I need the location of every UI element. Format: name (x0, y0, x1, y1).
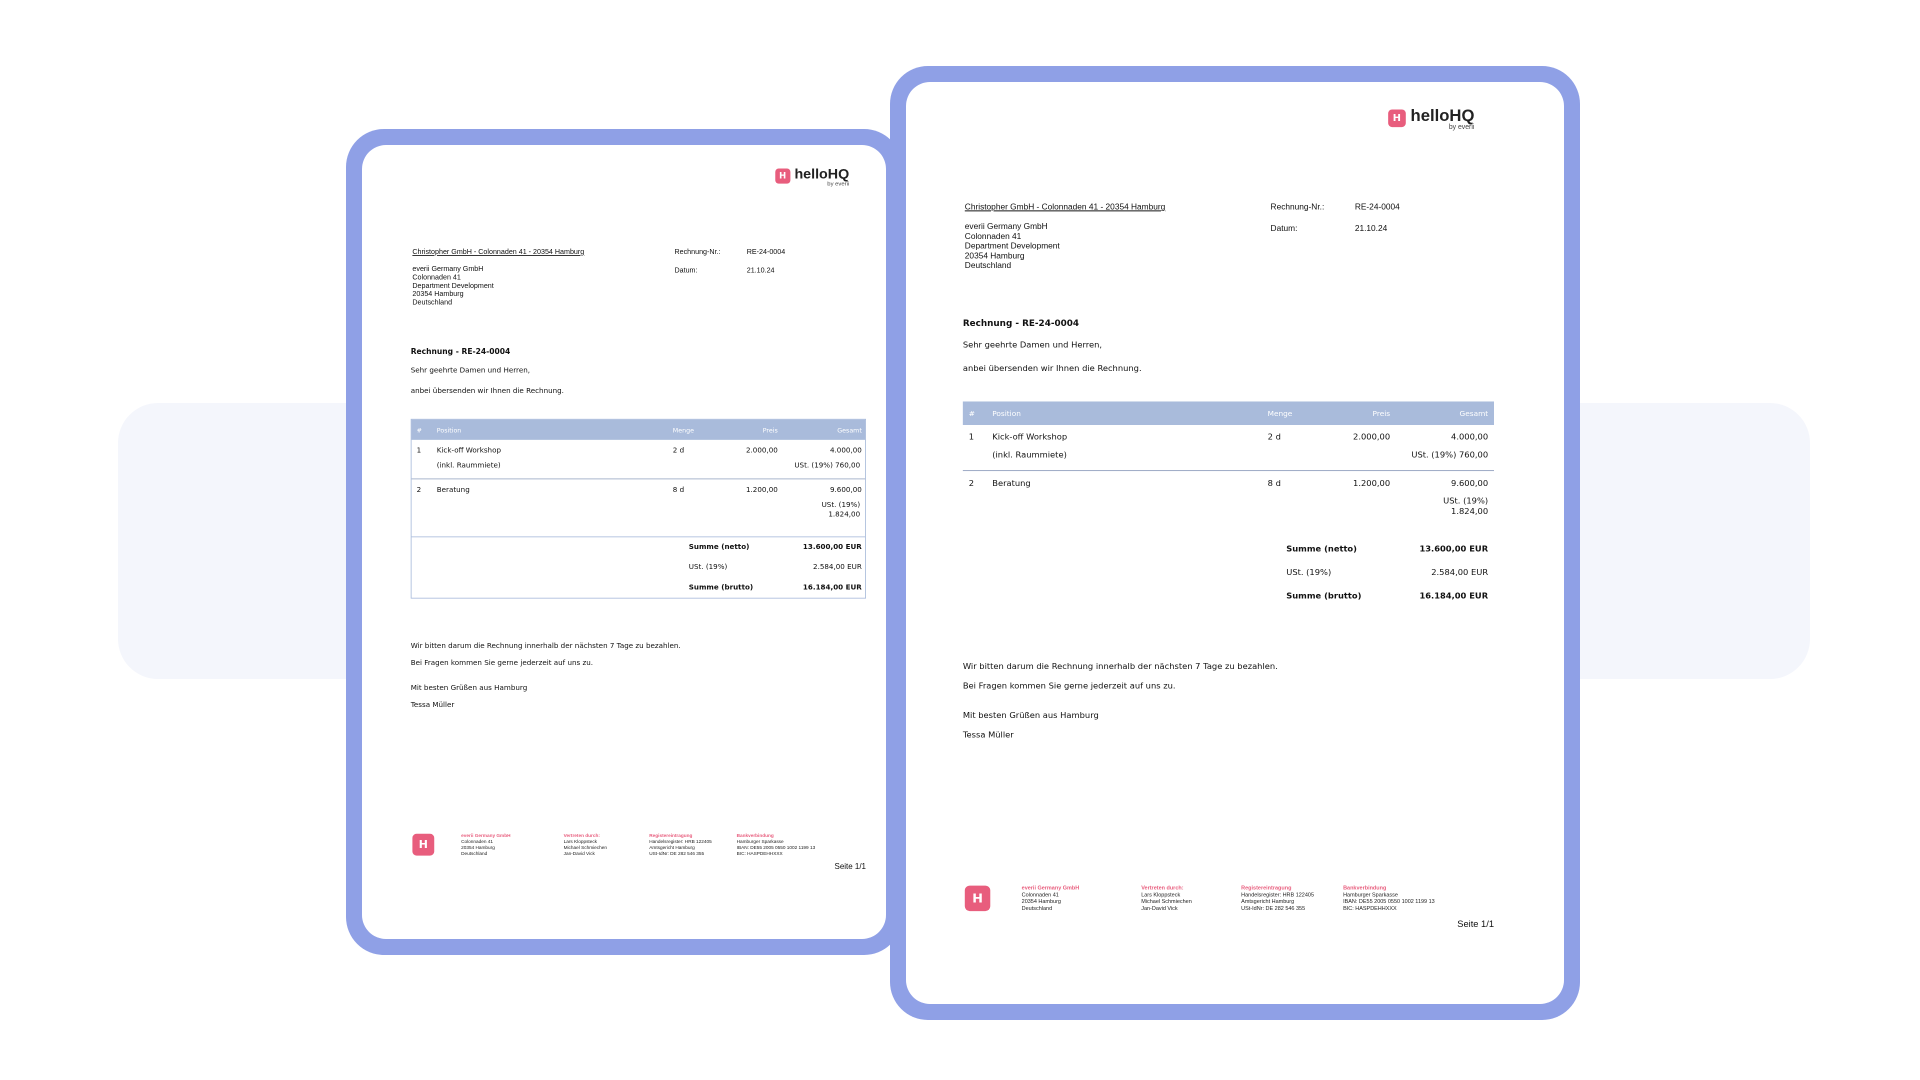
footer-line: 20354 Hamburg (461, 845, 495, 851)
invoice-number-value: RE-24-0004 (746, 247, 786, 256)
total-value: 13.600,00 EUR (1419, 544, 1489, 555)
column-header: Preis (1372, 408, 1391, 418)
hellohq-logo-icon: H (775, 169, 790, 184)
total-value: 13.600,00 EUR (802, 543, 862, 552)
total-row (963, 538, 1494, 562)
hellohq-footer-icon: H (412, 834, 434, 856)
invoice-page (362, 145, 886, 939)
footer-heading: Bankverbindung (736, 833, 774, 839)
footer-line: 20354 Hamburg (1021, 899, 1061, 906)
invoice-meta (1271, 202, 1400, 245)
row-quantity: 2 d (672, 446, 685, 455)
total-row (963, 561, 1494, 585)
table-row (412, 479, 866, 501)
invoice-number-label: Rechnung-Nr.: (1270, 201, 1325, 212)
row-total: 4.000,00 (1451, 432, 1489, 443)
row-price: 2.000,00 (745, 446, 778, 455)
row-position: Beratung (992, 478, 1031, 489)
row-quantity: 8 d (1267, 478, 1281, 489)
row-tax-value: 1.824,00 (1451, 507, 1489, 518)
footer-register (649, 834, 711, 858)
footer-line: Colonnaden 41 (461, 839, 494, 845)
row-tax-value: 1.824,00 (828, 510, 861, 519)
footer-heading: everii Germany GmbH (1021, 885, 1080, 892)
footer-line: Lars Kloppsteck (563, 839, 598, 845)
totals-block (412, 536, 866, 597)
row-tax (412, 501, 866, 528)
questions-text: Bei Fragen kommen Sie gerne jederzeit auf uns zu. (410, 659, 594, 668)
invoice-subject: Rechnung - RE-24-0004 (962, 319, 1080, 329)
invoice-date-label: Datum: (674, 265, 698, 275)
column-header: # (968, 408, 975, 418)
invoice-number-value: RE-24-0004 (1354, 201, 1400, 212)
total-label: Summe (netto) (688, 543, 750, 552)
page-number: Seite 1/1 (834, 862, 866, 872)
row-price: 1.200,00 (1353, 478, 1391, 489)
footer-represented (1141, 886, 1192, 913)
invoice-subject: Rechnung - RE-24-0004 (410, 348, 511, 357)
sender-address-line: Christopher GmbH - Colonnaden 41 - 20354 Hamburg (412, 247, 585, 256)
row-total: 9.600,00 (1451, 478, 1489, 489)
table-header (963, 401, 1494, 425)
row-number: 2 (968, 478, 975, 489)
footer-company (461, 834, 510, 858)
footer-line: Jan-David Vick (563, 851, 595, 857)
regards-text: Mit besten Grüßen aus Hamburg (962, 711, 1099, 721)
invoice-document (362, 145, 883, 884)
hellohq-logo (1388, 107, 1474, 131)
hellohq-footer-icon: H (965, 886, 990, 911)
row-price: 1.200,00 (745, 486, 778, 495)
row-note (412, 462, 866, 479)
footer-line: Hamburger Sparkasse (1343, 892, 1398, 899)
total-row (963, 585, 1494, 609)
total-value: 2.584,00 EUR (813, 563, 862, 572)
column-header: Menge (1267, 408, 1293, 418)
row-note-text: (inkl. Raummiete) (436, 461, 501, 471)
hellohq-logo-icon: H (1388, 109, 1406, 127)
invoice-page (906, 82, 1564, 1004)
footer-line: Jan-David Vick (1141, 906, 1178, 913)
footer-heading: everii Germany GmbH (461, 833, 511, 839)
total-label: Summe (brutto) (688, 583, 754, 592)
greeting: Sehr geehrte Damen und Herren, (410, 366, 531, 376)
column-header: Gesamt (837, 425, 862, 434)
footer-heading: Vertreten durch: (563, 833, 600, 839)
invoice-date-value: 21.10.24 (1354, 223, 1388, 233)
row-quantity: 8 d (672, 486, 685, 495)
total-value: 16.184,00 EUR (802, 583, 862, 592)
footer-line: IBAN: DE55 2005 0550 1002 1199 13 (736, 845, 816, 851)
signature-name: Tessa Müller (410, 701, 455, 710)
footer-line: BIC: HASPDEHHXXX (736, 851, 783, 857)
footer-heading: Registereintragung (649, 833, 693, 839)
intro-text: anbei übersenden wir Ihnen die Rechnung. (962, 364, 1142, 375)
footer-line: Amtsgericht Hamburg (649, 845, 695, 851)
footer-line: Deutschland (1021, 906, 1053, 913)
address-line: Colonnaden 41 (964, 230, 1022, 241)
row-number: 1 (968, 432, 975, 443)
logo-text: helloHQ (794, 166, 850, 182)
column-header: Menge (672, 425, 694, 434)
address-line: Colonnaden 41 (412, 272, 461, 282)
footer-bank (737, 834, 816, 858)
footer-line: Amtsgericht Hamburg (1241, 899, 1295, 906)
row-total: 4.000,00 (829, 446, 862, 455)
total-label: USt. (19%) (1286, 568, 1332, 578)
column-header: # (416, 425, 422, 434)
footer-line: Handelsregister: HRB 122405 (1241, 892, 1315, 899)
row-note (963, 450, 1494, 470)
row-number: 2 (416, 486, 422, 495)
greeting: Sehr geehrte Damen und Herren, (962, 340, 1103, 351)
hellohq-logo (775, 167, 849, 187)
payment-text: Wir bitten darum die Rechnung innerhalb der nächsten 7 Tage zu bezahlen. (410, 642, 681, 651)
footer-line: Hamburger Sparkasse (736, 839, 784, 845)
footer-line: Michael Schmiechen (1141, 899, 1192, 906)
row-quantity: 2 d (1267, 432, 1281, 443)
row-note-text: (inkl. Raummiete) (992, 450, 1067, 461)
row-price: 2.000,00 (1353, 432, 1391, 443)
footer-heading: Registereintragung (1241, 885, 1292, 892)
intro-text: anbei übersenden wir Ihnen die Rechnung. (410, 386, 564, 396)
invoice-number-label: Rechnung-Nr.: (674, 247, 721, 256)
footer-line: Lars Kloppsteck (1141, 892, 1181, 899)
total-value: 16.184,00 EUR (1419, 591, 1489, 602)
footer-line: BIC: HASPDEHHXXX (1343, 906, 1397, 913)
footer-line: IBAN: DE55 2005 0550 1002 1199 13 (1343, 899, 1435, 906)
signature-name: Tessa Müller (962, 730, 1014, 741)
total-row (412, 557, 866, 577)
sender-address-line: Christopher GmbH - Colonnaden 41 - 20354 Hamburg (964, 201, 1166, 212)
recipient-address (965, 221, 1060, 270)
footer-line: Handelsregister: HRB 122405 (649, 839, 712, 845)
footer-company (1022, 886, 1080, 913)
address-line: Department Development (412, 281, 494, 290)
logo-text: helloHQ (1410, 106, 1475, 126)
footer-register (1241, 886, 1314, 913)
invoice-preview-back (346, 129, 902, 955)
row-position: Kick-off Workshop (992, 432, 1068, 443)
row-total: 9.600,00 (829, 486, 862, 495)
row-tax (963, 497, 1494, 528)
questions-text: Bei Fragen kommen Sie gerne jederzeit auf uns zu. (962, 681, 1176, 692)
totals-block (963, 538, 1494, 609)
footer-represented (564, 834, 607, 858)
invoice-date-value: 21.10.24 (746, 265, 775, 275)
address-line: everii Germany GmbH (412, 264, 484, 273)
footer-line: Colonnaden 41 (1021, 892, 1059, 899)
invoice-document (906, 82, 1514, 944)
address-line: Department Development (964, 240, 1060, 251)
line-items-table (411, 419, 866, 599)
invoice-footer (412, 833, 866, 872)
column-header: Gesamt (1459, 408, 1489, 418)
recipient-address (412, 264, 493, 306)
line-items-table (963, 401, 1494, 608)
logo-subtext: by everii (1448, 124, 1475, 131)
column-header: Position (992, 408, 1021, 418)
table-row (412, 440, 866, 462)
footer-line: USt-IdNr: DE 282 546 355 (649, 851, 705, 857)
row-position: Kick-off Workshop (436, 446, 501, 455)
regards-text: Mit besten Grüßen aus Hamburg (410, 684, 528, 693)
logo-subtext: by everii (827, 181, 850, 187)
total-row (412, 578, 866, 598)
total-label: Summe (netto) (1286, 544, 1357, 555)
footer-heading: Vertreten durch: (1141, 885, 1184, 892)
invoice-preview-front (890, 66, 1580, 1020)
row-tax-label: USt. (19%) (1443, 496, 1489, 507)
column-header: Position (436, 425, 462, 434)
footer-bank (1343, 886, 1435, 913)
address-line: everii Germany GmbH (964, 221, 1048, 231)
invoice-date-label: Datum: (1270, 223, 1298, 233)
footer-line: Michael Schmiechen (563, 845, 607, 851)
row-tax-label: USt. (19%) (821, 501, 861, 510)
column-header: Preis (762, 425, 778, 434)
invoice-meta (674, 247, 785, 284)
total-label: USt. (19%) (688, 563, 728, 572)
page-number: Seite 1/1 (1457, 918, 1494, 930)
total-label: Summe (brutto) (1286, 591, 1362, 602)
address-line: 20354 Hamburg (412, 289, 464, 298)
footer-heading: Bankverbindung (1343, 885, 1387, 892)
footer-line: Deutschland (461, 851, 488, 857)
address-line: 20354 Hamburg (964, 250, 1025, 261)
total-row (412, 537, 866, 557)
table-row (963, 471, 1494, 496)
payment-text: Wir bitten darum die Rechnung innerhalb der nächsten 7 Tage zu bezahlen. (962, 662, 1278, 672)
invoice-footer (965, 885, 1494, 930)
address-line: Deutschland (412, 297, 453, 307)
total-value: 2.584,00 EUR (1431, 568, 1489, 578)
table-header (412, 420, 866, 440)
row-tax: USt. (19%) 760,00 (794, 461, 861, 471)
address-line: Deutschland (964, 260, 1012, 271)
row-number: 1 (416, 446, 422, 455)
footer-line: USt-IdNr: DE 282 546 355 (1241, 906, 1306, 913)
row-position: Beratung (436, 486, 470, 495)
table-row (963, 425, 1494, 450)
row-tax: USt. (19%) 760,00 (1411, 450, 1489, 461)
